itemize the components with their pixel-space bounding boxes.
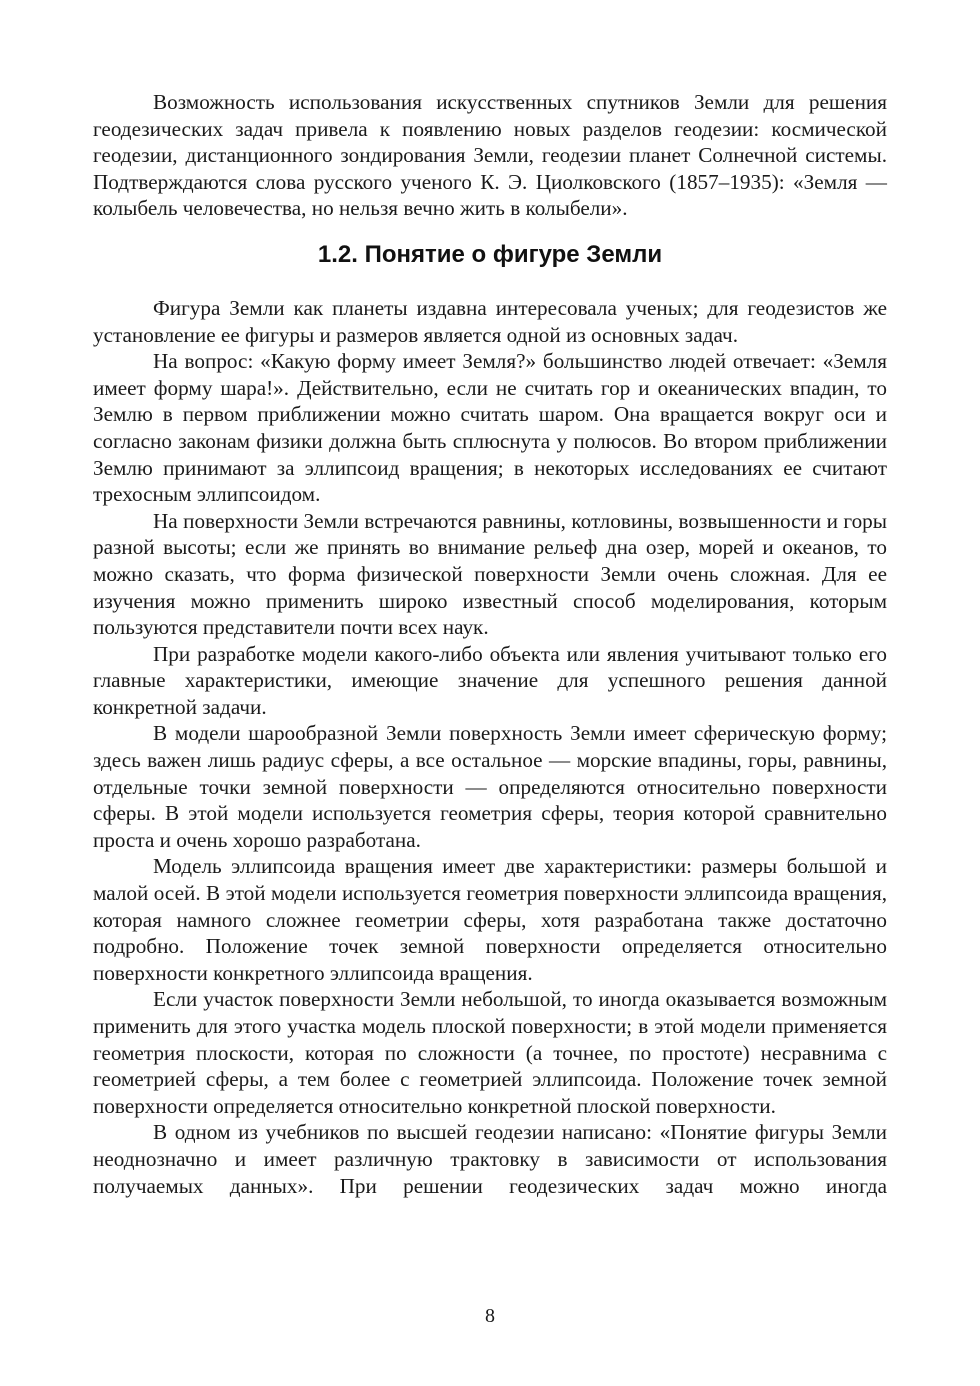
- paragraph-3: На поверхности Земли встречаются равнины, котловины, возвышенности и горы разной высоты; если же принять во внимание рельеф дна озер, морей и океанов, то можно сказать, что форма физической поверхности Земли очень сложная. Для ее изучения можно применить широко известный способ моделирования, которым пользуются представители почти всех наук.: [93, 508, 887, 640]
- paragraph-1: Фигура Земли как планеты издавна интересовала ученых; для геодезистов же установление ее фигуры и размеров является одной из основных задач.: [93, 295, 887, 347]
- page-content: [93, 89, 887, 1199]
- paragraph-5: В модели шарообразной Земли поверхность Земли имеет сферическую форму; здесь важен лишь радиус сферы, а все остальное — морские впадины, горы, равнины, отдельные точки земной поверхности — определяются относительно поверхности сферы. В этой модели используется геометрия сферы, теория которой сравнительно проста и очень хорошо разработана.: [93, 721, 887, 852]
- section-heading: 1.2. Понятие о фигуре Земли: [317, 240, 663, 268]
- page-number: 8: [485, 1305, 495, 1327]
- paragraph-4: При разработке модели какого-либо объекта или явления учитывают только его главные характеристики, имеющие значение для успешного решения данной конкретной задачи.: [93, 641, 887, 719]
- paragraph-8: В одном из учебников по высшей геодезии написано: «Понятие фигуры Земли неоднозначно и имеет различную трактовку в зависимости от использования получаемых данных». При решении геодезических задач можно иногда: [93, 1120, 887, 1198]
- paragraph-6: Модель эллипсоида вращения имеет две характеристики: размеры большой и малой осей. В этой модели используется геометрия поверхности эллипсоида вращения, которая намного сложнее геометрии сферы, хотя разработана также достаточно подробно. Положение точек земной поверхности определяется относительно поверхности конкретного эллипсоида вращения.: [93, 854, 887, 985]
- intro-paragraph: Возможность использования искусственных спутников Земли для решения геодезических задач привела к появлению новых разделов геодезии: космической геодезии, дистанционного зондирования Земли, геодезии планет Солнечной системы. Подтверждаются слова русского ученого К. Э. Циолковского (1857–1935): «Земля — колыбель человечества, но нельзя вечно жить в колыбели».: [93, 90, 887, 221]
- paragraph-7: Если участок поверхности Земли небольшой, то иногда оказывается возможным применить для этого участка модель плоской поверхности; в этой модели применяется геометрия плоскости, которая по сложности (а точнее, по простоте) несравнима с геометрией сферы, а тем более с геометрией эллипсоида. Положение точек земной поверхности определяется относительно конкретной плоской поверхности.: [93, 987, 887, 1118]
- paragraph-2: На вопрос: «Какую форму имеет Земля?» большинство людей отвечает: «Земля имеет форму шара!». Действительно, если не считать гор и океанических впадин, то Землю в первом приближении можно считать шаром. Она вращается вокруг оси и согласно законам физики должна быть сплюснута у полюсов. Во втором приближении Землю принимают за эллипсоид вращения; в некоторых исследованиях ее считают трехосным эллипсоидом.: [93, 349, 887, 507]
